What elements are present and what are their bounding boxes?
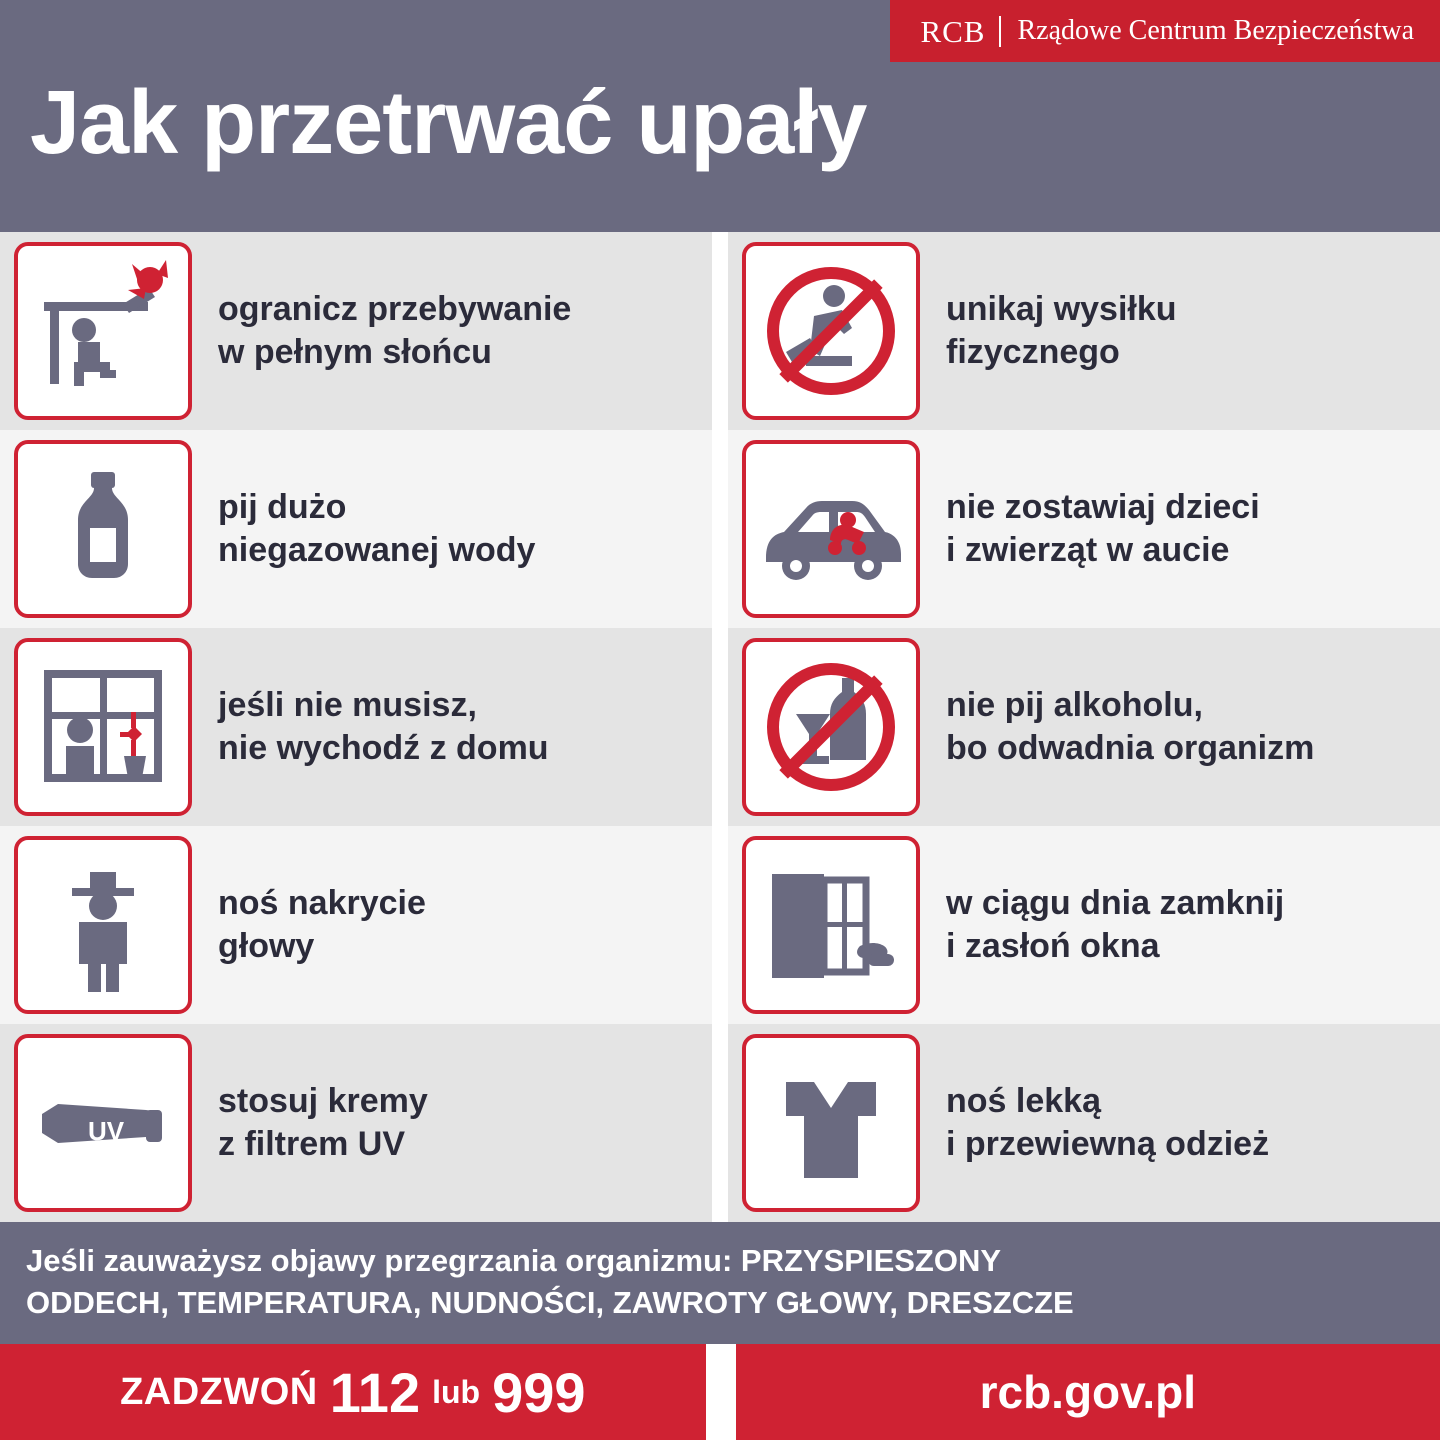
- tip-line-1: ogranicz przebywanie: [218, 290, 572, 329]
- tip-item: [728, 1024, 1440, 1222]
- tip-text: [192, 1080, 712, 1166]
- tip-text: [920, 882, 1440, 968]
- rcb-logo-mark: RCB: [920, 16, 1001, 47]
- tip-text: [192, 486, 712, 572]
- uv-cream-tube-icon: [14, 1034, 192, 1212]
- tip-line-1: noś lekką: [946, 1082, 1101, 1121]
- tip-item: [728, 232, 1440, 430]
- tip-line-1: nie pij alkoholu,: [946, 686, 1203, 725]
- tip-item: [728, 628, 1440, 826]
- tip-item: [0, 232, 712, 430]
- tip-line-2: głowy: [218, 927, 315, 966]
- tip-text: [920, 486, 1440, 572]
- tips-column-right: [720, 232, 1440, 1222]
- page-title: Jak przetrwać upały: [30, 73, 867, 173]
- tip-text: [920, 288, 1440, 374]
- warning-line-2: ODDECH, TEMPERATURA, NUDNOŚCI, ZAWROTY GŁOWY, DRESZCZE: [26, 1285, 1074, 1321]
- no-alcohol-icon: [742, 638, 920, 816]
- stay-home-window-icon: [14, 638, 192, 816]
- tip-line-1: w ciągu dnia zamknij: [946, 884, 1285, 923]
- tip-line-2: z filtrem UV: [218, 1125, 406, 1164]
- tip-line-2: i zwierząt w aucie: [946, 531, 1230, 570]
- website-box-wrapper: [720, 1344, 1440, 1440]
- tip-text: [192, 882, 712, 968]
- tip-line-2: niegazowanej wody: [218, 531, 536, 570]
- tip-line-2: fizycznego: [946, 333, 1120, 372]
- emergency-call-box: [0, 1344, 706, 1440]
- light-clothing-icon: [742, 1034, 920, 1212]
- tips-column-left: [0, 232, 720, 1222]
- child-in-car-icon: [742, 440, 920, 618]
- website-link[interactable]: rcb.gov.pl: [736, 1344, 1440, 1440]
- tip-line-2: i przewiewną odzież: [946, 1125, 1270, 1164]
- tip-line-1: nie zostawiaj dzieci: [946, 488, 1260, 527]
- tip-line-2: bo odwadnia organizm: [946, 729, 1315, 768]
- overheating-warning-note: [0, 1222, 1440, 1344]
- footer-bar: [0, 1344, 1440, 1440]
- tip-line-2: i zasłoń okna: [946, 927, 1160, 966]
- svg-text:UV: UV: [88, 1116, 125, 1147]
- warning-line-1: Jeśli zauważysz objawy przegrzania organizmu: PRZYSPIESZONY: [26, 1243, 1002, 1279]
- tips-grid: [0, 232, 1440, 1222]
- tip-text: [920, 684, 1440, 770]
- tip-item: [0, 1024, 712, 1222]
- tip-text: [920, 1080, 1440, 1166]
- tip-line-1: jeśli nie musisz,: [218, 686, 477, 725]
- tip-text: [192, 288, 712, 374]
- sun-shade-icon: [14, 242, 192, 420]
- tip-item: [0, 628, 712, 826]
- tip-item: [728, 826, 1440, 1024]
- no-physical-effort-icon: [742, 242, 920, 420]
- person-hat-icon: [14, 836, 192, 1014]
- emergency-number-112: 112: [329, 1360, 421, 1424]
- tip-item: [728, 430, 1440, 628]
- tip-line-1: pij dużo: [218, 488, 347, 527]
- tip-line-1: stosuj kremy: [218, 1082, 428, 1121]
- tip-item: [0, 430, 712, 628]
- tip-text: [192, 684, 712, 770]
- tip-line-2: nie wychodź z domu: [218, 729, 549, 768]
- close-window-icon: [742, 836, 920, 1014]
- tip-line-1: noś nakrycie: [218, 884, 426, 923]
- tip-item: [0, 826, 712, 1024]
- rcb-logo-name: Rządowe Centrum Bezpieczeństwa: [1017, 15, 1414, 46]
- water-bottle-icon: [14, 440, 192, 618]
- poster-header: [0, 0, 1440, 232]
- rcb-logo-badge: [890, 0, 1440, 62]
- tip-line-2: w pełnym słońcu: [218, 333, 492, 372]
- call-label: ZADZWOŃ: [120, 1370, 318, 1413]
- tip-line-1: unikaj wysiłku: [946, 290, 1177, 329]
- call-or-label: lub: [432, 1373, 481, 1410]
- emergency-number-999: 999: [492, 1360, 586, 1424]
